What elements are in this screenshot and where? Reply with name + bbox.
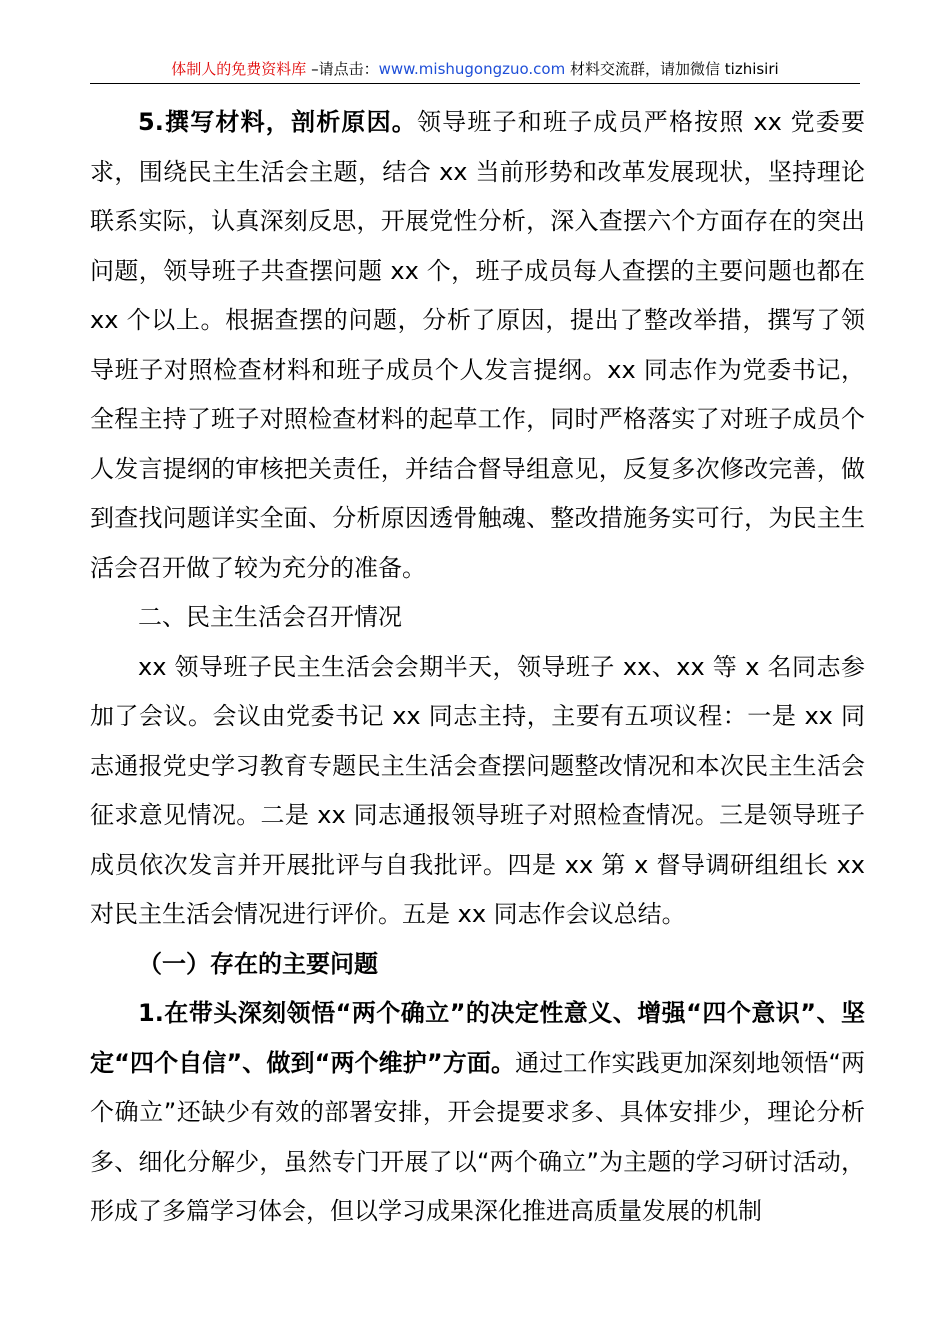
paragraph-meeting-agenda: xx 领导班子民主生活会会期半天，领导班子 xx、xx 等 x 名同志参加了会议。会议由党委书记 xx 同志主持，主要有五项议程：一是 xx 同志通报党史学习教育专题民主生活会查摆问题整改情况和本次民主生活会征求意见情况。二是 xx 同志通报领导班子对照检查情况。三是领导班子成员依次发言并开展批评与自我批评。四是 xx 第 x 督导调研组组长 xx 对民主生活会情况进行评价。五是 xx 同志作会议总结。: [90, 652, 865, 928]
header-url-link[interactable]: www.mishugongzuo.com: [378, 60, 566, 78]
paragraph-text: 领导班子和班子成员严格按照 xx 党委要求，围绕民主生活会主题，结合 xx 当前形势和改革发展现状，坚持理论联系实际，认真深刻反思，开展党性分析，深入查摆六个方面存在的突出问题，领导班子共查摆问题 xx 个，班子成员每人查摆的主要问题也都在 xx 个以上。根据查摆的问题，分析了原因，提出了整改举措，撰写了领导班子对照检查材料和班子成员个人发言提纲。xx 同志作为党委书记，全程主持了班子对照检查材料的起草工作，同时严格落实了对班子成员个人发言提纲的审核把关责任，并结合督导组意见，反复多次修改完善，做到查找问题详实全面、分析原因透骨触魂、整改措施务实可行，为民主生活会召开做了较为充分的准备。: [90, 108, 865, 582]
header-divider: [90, 83, 860, 84]
paragraph-heading: 1.在带头深刻领悟“两个确立”的决定性意义、增强“四个意识”、坚定“四个自信”、做到“两个维护”方面。: [90, 999, 865, 1077]
header-tail-text: 材料交流群，请加微信 tizhisiri: [565, 60, 779, 78]
paragraph-text: 通过工作实践更加深刻地领悟“两个确立”还缺少有效的部署安排，开会提要求多、具体安排少，理论分析多、细化分解少，虽然专门开展了以“两个确立”为主题的学习研讨活动，形成了多篇学习体会，但以学习成果深化推进高质量发展的机制: [90, 1048, 865, 1225]
section-title-meeting: 二、民主生活会召开情况: [138, 603, 402, 631]
document-header: [90, 58, 860, 80]
paragraph-writing-materials: [90, 98, 865, 593]
document-body: [90, 98, 865, 1237]
paragraph-heading: 5.撰写材料，剖析原因。: [138, 108, 417, 136]
header-click-prompt: –请点击：: [306, 60, 379, 78]
paragraph-problem-one: [90, 989, 865, 1237]
header-site-name: 体制人的免费资料库: [171, 60, 307, 78]
subsection-title-problems: （一）存在的主要问题: [138, 949, 378, 978]
